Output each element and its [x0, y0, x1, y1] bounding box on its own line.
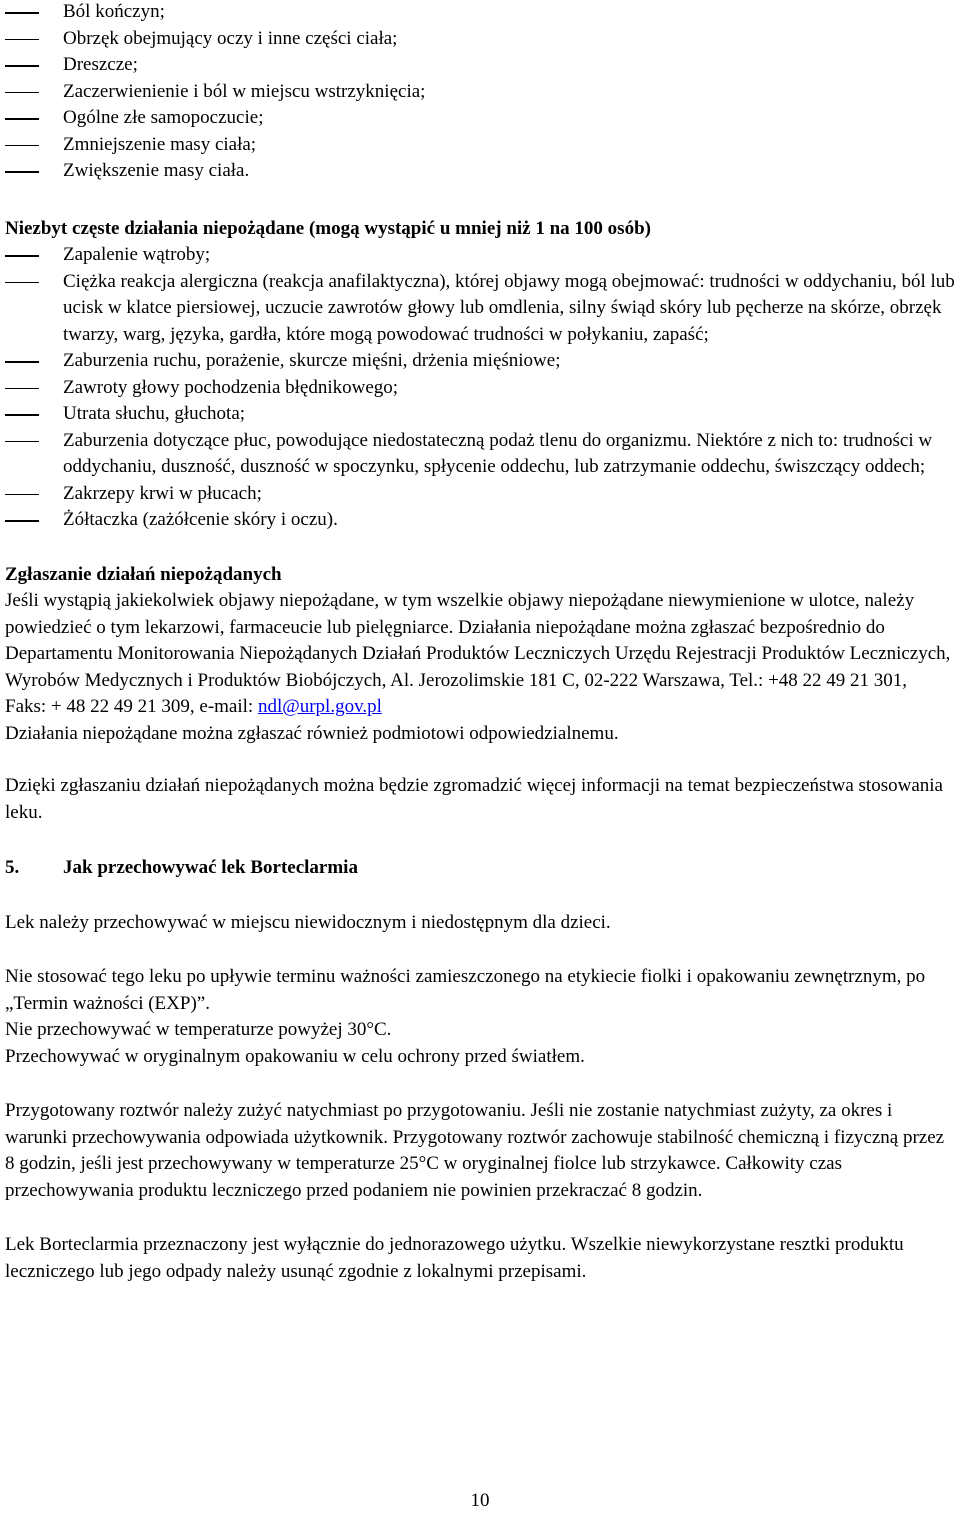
list-item: Obrzęk obejmujący oczy i inne części ciała;: [5, 26, 957, 53]
list-item: Ogólne złe samopoczucie;: [5, 105, 957, 132]
list-item: Dreszcze;: [5, 52, 957, 79]
list-item: Zawroty głowy pochodzenia błędnikowego;: [5, 375, 957, 402]
list-item: Zaburzenia dotyczące płuc, powodujące niedostateczną podaż tlenu do organizmu. Niektóre z nich to: trudności w oddychaniu, duszność, duszność w spoczynku, spłycenie oddechu, lub zatrzymanie oddechu, świszczący oddech;: [5, 428, 957, 481]
page-number: 10: [470, 1490, 490, 1511]
list-item: Zmniejszenie masy ciała;: [5, 132, 957, 159]
reporting-heading: Zgłaszanie działań niepożądanych: [5, 563, 282, 585]
mah-reporting-text: Działania niepożądane można zgłaszać również podmiotowi odpowiedzialnemu.: [5, 722, 619, 744]
list-item: Ciężka reakcja alergiczna (reakcja anafilaktyczna), której objawy mogą obejmować: trudności w oddychaniu, ból lub ucisk w klatce piersiowej, uczucie zawrotów głowy lub omdlenia, silny świąd skóry lub pęcherze na skórze, obrzęk twarzy, warg, języka, gardła, które mogą powodować trudności w połykaniu, zapaść;: [5, 269, 957, 349]
list-item: Zapalenie wątroby;: [5, 242, 957, 269]
list-item: Zaburzenia ruchu, porażenie, skurcze mięśni, drżenia mięśniowe;: [5, 348, 957, 375]
list-item: Zakrzepy krwi w płucach;: [5, 481, 957, 508]
prepared-solution-text: Przygotowany roztwór należy zużyć natychmiast po przygotowaniu. Jeśli nie zostanie natychmiast zużyty, za okres i warunki przechowywania odpowiada użytkownik. Przygotowany roztwór zachowuje stabilność chemiczną i fizyczną przez 8 godzin, jeśli jest przechowywany w temperaturze 25°C w oryginalnej fiolce lub strzykawce. Całkowity czas przechowywania produktu leczniczego przed podaniem nie powinien przekraczać 8 godzin.: [5, 1100, 945, 1201]
list-item: Utrata słuchu, głuchota;: [5, 401, 957, 428]
storage-light-text: Przechowywać w oryginalnym opakowaniu w celu ochrony przed światłem.: [5, 1045, 585, 1067]
uncommon-side-effects-list: [5, 242, 957, 534]
document-page: [5, 0, 957, 1285]
list-item: Żółtaczka (zażółcenie skóry i oczu).: [5, 507, 957, 534]
section-number: 5.: [5, 857, 20, 878]
email-link[interactable]: ndl@urpl.gov.pl: [257, 696, 382, 717]
fax-email-line: [5, 694, 957, 721]
fax-text: Faks: + 48 22 49 21 309, e-mail:: [5, 696, 258, 717]
reporting-paragraph: Jeśli wystąpią jakiekolwiek objawy niepożądane, w tym wszelkie objawy niepożądane niewymienione w ulotce, należy powiedzieć o tym lekarzowi, farmaceucie lub pielęgniarce. Działania niepożądane można zgłaszać bezpośrednio do Departamentu Monitorowania Niepożądanych Działań Produktów Leczniczych Urzędu Rejestracji Produktów Leczniczych, Wyrobów Medycznych i Produktów Biobójczych, Al. Jerozolimskie 181 C, 02-222 Warszawa, Tel.: +48 22 49 21 301,: [5, 590, 951, 691]
reporting-benefit-text: Dzięki zgłaszaniu działań niepożądanych można będzie zgromadzić więcej informacji na temat bezpieczeństwa stosowania leku.: [5, 775, 943, 823]
section-title: Jak przechowywać lek Borteclarmia: [63, 857, 358, 878]
list-item: Ból kończyn;: [5, 0, 957, 26]
list-item: Zwiększenie masy ciała.: [5, 158, 957, 185]
uncommon-heading: Niezbyt częste działania niepożądane (mogą wystąpić u mniej niż 1 na 100 osób): [5, 217, 651, 239]
storage-temperature-text: Nie przechowywać w temperaturze powyżej 30°C.: [5, 1019, 392, 1040]
reporting-section: [5, 562, 957, 827]
storage-children-text: Lek należy przechowywać w miejscu niewidocznym i niedostępnym dla dzieci.: [5, 911, 611, 933]
list-item: Zaczerwienienie i ból w miejscu wstrzyknięcia;: [5, 79, 957, 106]
single-use-text: Lek Borteclarmia przeznaczony jest wyłącznie do jednorazowego użytku. Wszelkie niewykorzystane resztki produktu leczniczego lub jego odpady należy usunąć zgodnie z lokalnymi przepisami.: [5, 1234, 904, 1282]
storage-section: [5, 855, 957, 1285]
storage-expiry-text: Nie stosować tego leku po upływie terminu ważności zamieszczonego na etykiecie fiolki i opakowaniu zewnętrznym, po „Termin ważności (EXP)”.: [5, 966, 926, 1014]
common-side-effects-list: [5, 0, 957, 185]
section-5-heading: [5, 855, 957, 882]
